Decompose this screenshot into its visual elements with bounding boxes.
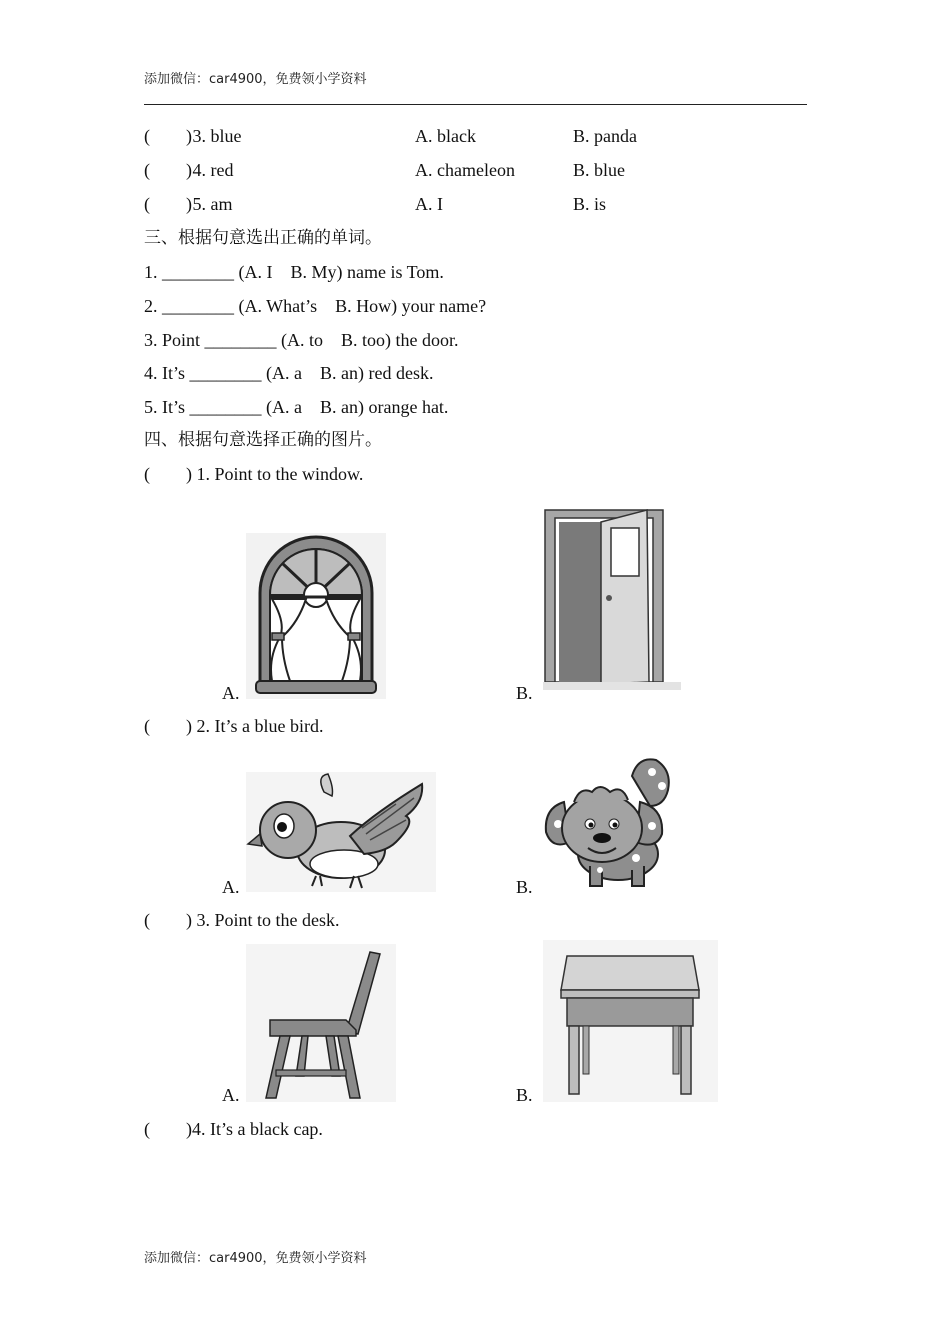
page-header: 添加微信：car4900，免费领小学资料 xyxy=(144,72,367,87)
section4-heading: 四、根据句意选择正确的图片。 xyxy=(144,430,382,450)
section3-item: 1. ________ (A. I B. My) name is Tom. xyxy=(144,262,444,282)
answer-paren: ( ) xyxy=(144,126,192,146)
option-b: B. blue xyxy=(573,160,625,180)
option-b-label: B. xyxy=(516,877,533,897)
window-icon xyxy=(246,533,386,699)
dog-icon xyxy=(540,746,680,892)
option-b-label: B. xyxy=(516,683,533,703)
section4-question: ( )4. It’s a black cap. xyxy=(144,1119,323,1139)
given-word: 4. red xyxy=(188,160,234,180)
section3-item: 5. It’s ________ (A. a B. an) orange hat. xyxy=(144,397,449,417)
option-a-label: A. xyxy=(222,1085,240,1105)
desk-icon xyxy=(543,940,718,1102)
given-word: 3. blue xyxy=(188,126,242,146)
door-icon xyxy=(543,498,681,692)
section4-question: ( ) 3. Point to the desk. xyxy=(144,910,340,930)
page-footer: 添加微信：car4900，免费领小学资料 xyxy=(144,1251,367,1266)
answer-paren: ( ) xyxy=(144,194,192,214)
option-a: A. I xyxy=(415,194,443,214)
option-a: A. chameleon xyxy=(415,160,515,180)
bird-icon xyxy=(246,772,436,892)
option-a-label: A. xyxy=(222,683,240,703)
option-a: A. black xyxy=(415,126,476,146)
section3-item: 4. It’s ________ (A. a B. an) red desk. xyxy=(144,363,434,383)
section3-item: 2. ________ (A. What’s B. How) your name? xyxy=(144,296,487,316)
section3-heading: 三、根据句意选出正确的单词。 xyxy=(144,228,382,248)
answer-paren: ( ) xyxy=(144,160,192,180)
section3-item: 3. Point ________ (A. to B. too) the door. xyxy=(144,330,459,350)
option-a-label: A. xyxy=(222,877,240,897)
section4-question: ( ) 1. Point to the window. xyxy=(144,464,364,484)
header-rule xyxy=(144,104,807,105)
chair-icon xyxy=(246,944,396,1102)
given-word: 5. am xyxy=(188,194,233,214)
option-b: B. is xyxy=(573,194,607,214)
option-b-label: B. xyxy=(516,1085,533,1105)
option-b: B. panda xyxy=(573,126,637,146)
section4-question: ( ) 2. It’s a blue bird. xyxy=(144,716,324,736)
